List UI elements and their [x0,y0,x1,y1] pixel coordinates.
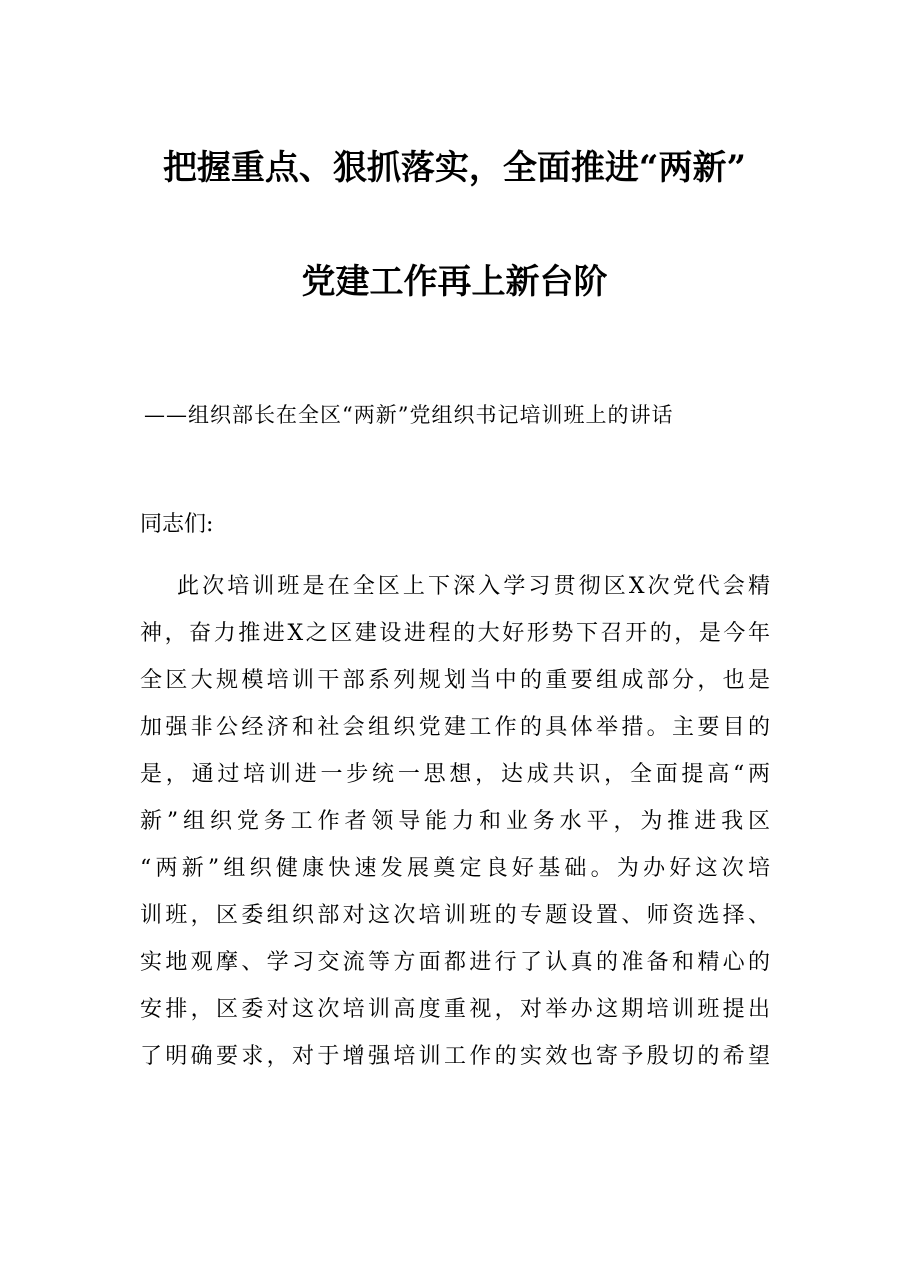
salutation: 同志们: [140,512,214,537]
document-title-line-1: 把握重点、狠抓落实，全面推进“两新” [162,148,747,188]
body-line: “两新”组织健康快速发展奠定良好基础。为办好这次培 [140,856,770,881]
body-line: 加强非公经济和社会组织党建工作的具体举措。主要目的 [140,715,770,740]
body-line: 了明确要求，对于增强培训工作的实效也寄予殷切的希望 [140,1044,770,1069]
body-line: 新”组织党务工作者领导能力和业务水平，为推进我区 [140,809,770,834]
body-line: 安排，区委对这次培训高度重视，对举办这期培训班提出 [140,997,770,1022]
document-title-line-2: 党建工作再上新台阶 [301,262,608,302]
body-line: 神，奋力推进X之区建设进程的大好形势下召开的，是今年 [140,621,770,646]
body-line: 训班，区委组织部对这次培训班的专题设置、师资选择、 [140,903,770,928]
document-subtitle: ——组织部长在全区“两新”党组织书记培训班上的讲话 [144,403,674,427]
body-line: 是，通过培训进一步统一思想，达成共识，全面提高“两 [140,762,770,787]
body-line: 此次培训班是在全区上下深入学习贯彻区X次党代会精 [177,574,770,599]
body-line: 实地观摩、学习交流等方面都进行了认真的准备和精心的 [140,950,770,975]
body-line: 全区大规模培训干部系列规划当中的重要组成部分，也是 [140,668,770,693]
